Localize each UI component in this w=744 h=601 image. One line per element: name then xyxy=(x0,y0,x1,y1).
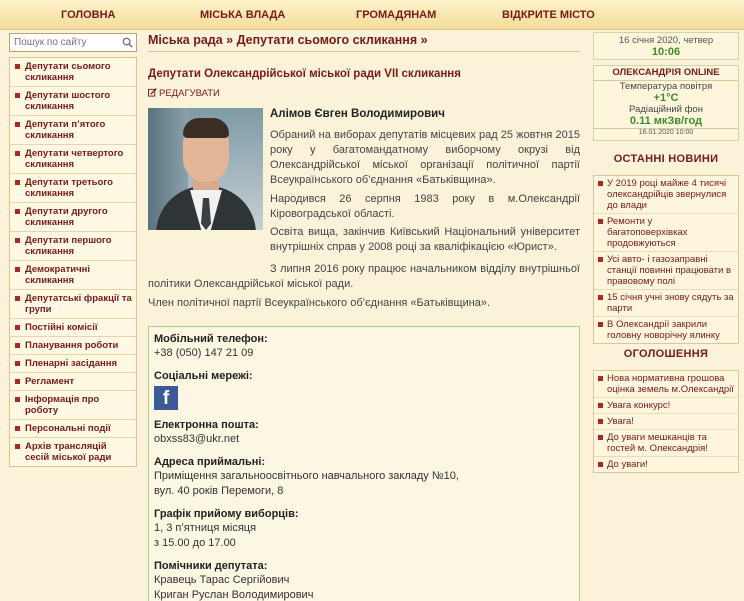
facebook-icon[interactable]: f xyxy=(154,386,178,410)
news-list xyxy=(593,175,739,344)
breadcrumb[interactable]: Міська рада » Депутати сьомого скликання » xyxy=(148,33,428,47)
schedule-line: 1, 3 п’ятниця місяця xyxy=(154,522,257,534)
radiation-value: 0.11 мкЗв/год xyxy=(629,115,703,127)
announcement-item[interactable]: Увага! xyxy=(594,414,738,430)
sidebar-item-factions[interactable]: Депутатські фракції та групи xyxy=(10,290,136,319)
edit-icon xyxy=(148,88,157,97)
phone-value[interactable]: +38 (050) 147 21 09 xyxy=(154,347,254,359)
sidebar-item-plenary[interactable]: Пленарні засідання xyxy=(10,355,136,373)
sidebar-item-fifth-convocation[interactable]: Депутати п’ятого скликання xyxy=(10,116,136,145)
assistant-name: Криган Руслан Володимирович xyxy=(154,589,314,601)
news-item[interactable]: Усі авто- і газозаправні станції повинні працювати в правовому полі xyxy=(594,252,738,290)
nav-open-city[interactable]: ВІДКРИТЕ МІСТО xyxy=(502,9,595,21)
announcements-heading: ОГОЛОШЕННЯ xyxy=(623,348,709,360)
current-date: 16 січня 2020, четвер xyxy=(618,35,714,46)
assistants-label: Помічники депутата: xyxy=(154,560,268,572)
bio-paragraph: Член політичної партії Всеукраїнського об’єднання «Батьківщина». xyxy=(148,297,491,309)
sidebar-item-work-info[interactable]: Інформація про роботу xyxy=(10,391,136,420)
news-item[interactable]: В Олександрії закрили головну новорічну ялинку xyxy=(594,317,738,343)
date-widget xyxy=(593,32,739,60)
nav-city-government[interactable]: МІСЬКА ВЛАДА xyxy=(200,9,286,21)
announcement-item[interactable]: До уваги мешканців та гостей м. Олександрія! xyxy=(594,430,738,457)
news-heading: ОСТАННІ НОВИНИ xyxy=(613,153,719,165)
bio-paragraph: Освіта вища, закінчив Київський Національний університет внутрішніх справ у 2008 році за кваліфікацією «Юрист». xyxy=(270,226,580,253)
sidebar-item-regulations[interactable]: Регламент xyxy=(10,373,136,391)
nav-home[interactable]: ГОЛОВНА xyxy=(61,9,116,21)
sidebar-item-sixth-convocation[interactable]: Депутати шостого скликання xyxy=(10,87,136,116)
bio-paragraph: Народився 26 серпня 1983 року в м.Олександрії Кіровоградської області. xyxy=(270,193,580,220)
page-title: Депутати Олександрійської міської ради VII скликання xyxy=(148,68,461,80)
city-online-widget xyxy=(593,65,739,141)
address-line: Приміщення загальноосвітнього навчального закладу №10, xyxy=(154,470,459,482)
bio-paragraph: Обраний на виборах депутатів місцевих рад 25 жовтня 2015 року у багатомандатному виборчому окрузі від Олександрійської міської організації політичної партії Всеукраїнського об’єднання «Батьківщина». xyxy=(270,129,580,186)
search-icon[interactable] xyxy=(122,37,133,48)
address-line: вул. 40 років Перемоги, 8 xyxy=(154,485,284,497)
update-timestamp: 16.01.2020 10:00 xyxy=(594,128,738,136)
temperature-value: +1°C xyxy=(653,92,679,104)
social-label: Соціальні мережі: xyxy=(154,370,253,382)
sidebar-item-second-convocation[interactable]: Депутати другого скликання xyxy=(10,203,136,232)
edit-label: РЕДАГУВАТИ xyxy=(159,88,220,99)
sidebar-item-fourth-convocation[interactable]: Депутати четвертого скликання xyxy=(10,145,136,174)
sidebar-item-seventh-convocation[interactable]: Депутати сьомого скликання xyxy=(10,58,136,87)
deputy-photo xyxy=(148,108,263,230)
sidebar-item-planning[interactable]: Планування роботи xyxy=(10,337,136,355)
sidebar-item-broadcast-archive[interactable]: Архів трансляцій сесій міської ради xyxy=(10,438,136,466)
announcement-item[interactable]: До уваги! xyxy=(594,457,738,472)
announcement-item[interactable]: Нова нормативна грошова оцінка земель м.Олександрії xyxy=(594,371,738,398)
address-label: Адреса приймальні: xyxy=(154,456,266,468)
sidebar xyxy=(9,57,137,467)
email-value[interactable]: obxss83@ukr.net xyxy=(154,433,240,445)
sidebar-item-democratic-convocations[interactable]: Демократичні скликання xyxy=(10,261,136,290)
divider xyxy=(148,51,580,52)
search-input[interactable] xyxy=(10,34,118,51)
news-item[interactable]: Ремонти у багатоповерхівках продовжуються xyxy=(594,214,738,252)
sidebar-item-third-convocation[interactable]: Депутати третього скликання xyxy=(10,174,136,203)
news-item[interactable]: 15 січня учні знову сядуть за парти xyxy=(594,290,738,317)
widget-title: ОЛЕКСАНДРІЯ ONLINE xyxy=(594,66,738,81)
news-item[interactable]: У 2019 році майже 4 тисячі олександрійців звернулися до влади xyxy=(594,176,738,214)
announcements-list xyxy=(593,370,739,473)
sidebar-item-commissions[interactable]: Постійні комісії xyxy=(10,319,136,337)
search-box xyxy=(9,33,137,52)
deputy-name: Алімов Євген Володимирович xyxy=(270,108,445,120)
sidebar-item-first-convocation[interactable]: Депутати першого скликання xyxy=(10,232,136,261)
temperature-label: Температура повітря xyxy=(619,81,713,92)
announcement-item[interactable]: Увага конкурс! xyxy=(594,398,738,414)
email-label: Електронна пошта: xyxy=(154,419,259,431)
schedule-line: з 15.00 до 17.00 xyxy=(154,537,236,549)
edit-link[interactable] xyxy=(148,88,220,99)
phone-label: Мобільний телефон: xyxy=(154,333,268,345)
top-navigation xyxy=(0,0,744,30)
sidebar-item-personal-events[interactable]: Персональні події xyxy=(10,420,136,438)
schedule-label: Графік прийому виборців: xyxy=(154,508,299,520)
assistant-name: Кравець Тарас Сергійович xyxy=(154,574,290,586)
nav-citizens[interactable]: ГРОМАДЯНАМ xyxy=(356,9,437,21)
radiation-label: Радіаційний фон xyxy=(629,104,703,115)
current-time: 10:06 xyxy=(651,46,681,58)
contact-panel xyxy=(148,326,580,601)
bio-paragraph: З липня 2016 року працює начальником відділу внутрішньої політики Олександрійської міської ради. xyxy=(148,263,580,290)
